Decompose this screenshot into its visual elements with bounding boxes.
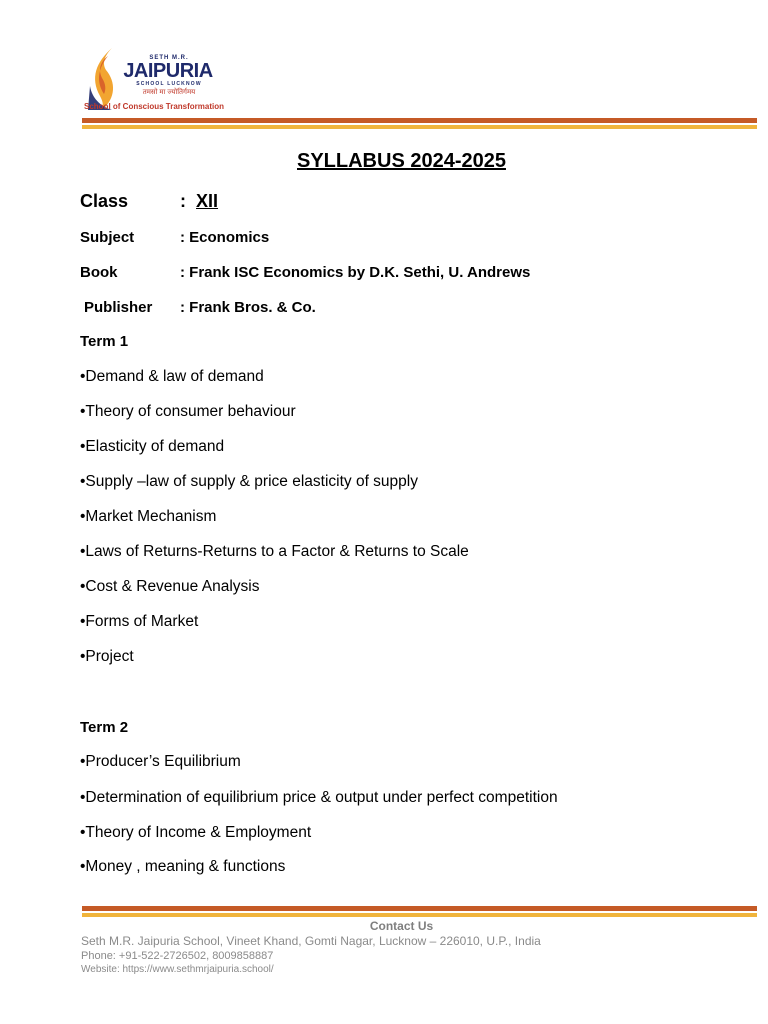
- list-item: •Market Mechanism: [80, 508, 217, 525]
- subject-row: [80, 229, 269, 246]
- book-value: : Frank ISC Economics by D.K. Sethi, U. Andrews: [180, 264, 531, 281]
- subject-label: Subject: [80, 229, 135, 246]
- list-item: •Theory of consumer behaviour: [80, 403, 296, 420]
- publisher-row: [80, 299, 316, 316]
- logo-school-name: JAIPURIA: [123, 60, 213, 82]
- list-item: •Theory of Income & Employment: [80, 824, 312, 841]
- logo-sub-text: SCHOOL LUCKNOW: [136, 81, 202, 87]
- list-item: •Supply –law of supply & price elasticity of supply: [80, 473, 418, 490]
- list-item: •Producer’s Equilibrium: [80, 753, 241, 770]
- list-item: •Laws of Returns-Returns to a Factor & Returns to Scale: [80, 543, 469, 560]
- publisher-value: : Frank Bros. & Co.: [180, 299, 316, 316]
- page-title: SYLLABUS 2024-2025: [297, 150, 506, 172]
- logo-top-text: SETH M.R.: [149, 55, 189, 61]
- class-value: XII: [196, 191, 219, 211]
- term1-heading: Term 1: [80, 333, 129, 350]
- list-item: •Determination of equilibrium price & output under perfect competition: [80, 789, 558, 806]
- book-row: [80, 264, 530, 281]
- footer-phone: Phone: +91-522-2726502, 8009858887: [81, 950, 274, 962]
- list-item: •Project: [80, 648, 134, 665]
- footer-divider-band: [82, 906, 757, 917]
- publisher-label: Publisher: [84, 299, 153, 316]
- footer-website[interactable]: Website: https://www.sethmrjaipuria.school/: [81, 964, 274, 975]
- term2-heading: Term 2: [80, 719, 129, 736]
- class-separator: :: [180, 191, 186, 211]
- contact-heading: Contact Us: [369, 919, 434, 933]
- list-item: •Forms of Market: [80, 613, 199, 630]
- subject-value: : Economics: [180, 229, 270, 246]
- book-label: Book: [80, 264, 118, 281]
- class-row: [80, 191, 218, 212]
- header-divider-band: [82, 118, 757, 129]
- school-logo: [82, 46, 225, 116]
- class-label: Class: [80, 191, 129, 211]
- list-item: •Cost & Revenue Analysis: [80, 578, 260, 595]
- list-item: •Money , meaning & functions: [80, 858, 286, 875]
- logo-tagline: School of Conscious Transformation: [84, 102, 225, 111]
- list-item: •Demand & law of demand: [80, 368, 264, 385]
- footer-address: Seth M.R. Jaipuria School, Vineet Khand, Gomti Nagar, Lucknow – 226010, U.P., India: [81, 934, 541, 948]
- list-item: •Elasticity of demand: [80, 438, 225, 455]
- logo-motto: तमसो मा ज्योतिर्गमय: [142, 89, 196, 96]
